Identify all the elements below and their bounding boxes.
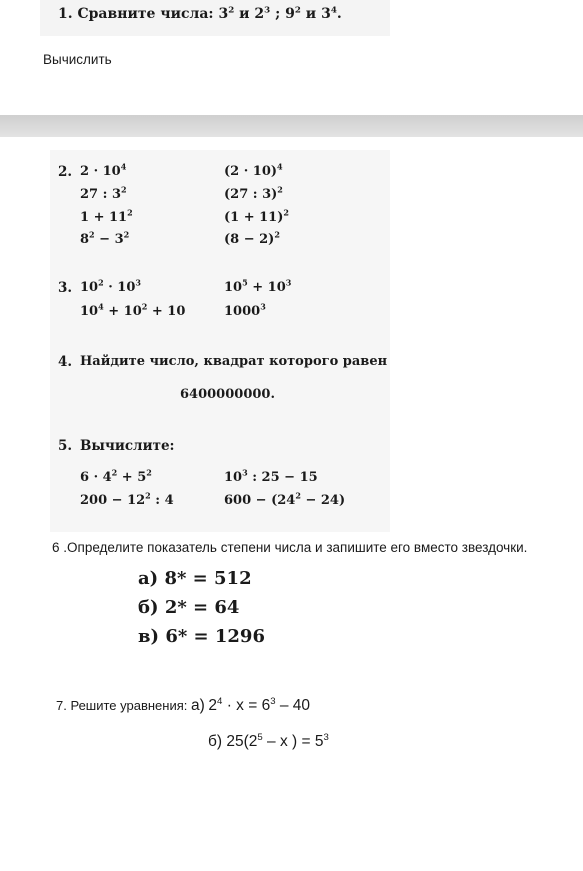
expr-base: 1000 [224, 304, 261, 319]
expr-b-exp: 3 [264, 5, 271, 16]
problem-1-text: Сравните числа: [77, 6, 214, 22]
expr-exp: 5 [257, 731, 263, 743]
task-7 [56, 697, 310, 715]
expr-mid: + 5 [117, 470, 147, 485]
expr-exp: 3 [242, 467, 248, 478]
task-6-item-c [138, 626, 265, 647]
expr-mid: · 10 [103, 280, 136, 295]
expr-base: 2 · 10 [80, 164, 121, 179]
separator: ; [275, 6, 281, 22]
expr-mid: – x ) = 5 [262, 733, 324, 750]
expr-base: 10 [80, 280, 99, 295]
expr-exp: 2 [98, 277, 104, 288]
expr-c: 9 [285, 6, 295, 22]
task-6-item-b [138, 597, 239, 618]
task-2-number: 2. [58, 164, 73, 180]
end-dot: . [336, 6, 342, 22]
task-7-text: Решите уравнения: [70, 698, 188, 713]
task-7-number: 7. [56, 698, 67, 713]
item-label: а) [138, 568, 159, 589]
task-4-number: 4. [58, 354, 73, 370]
item-eq: 2* = 64 [164, 597, 240, 618]
expr-base: (1 + 11) [224, 210, 284, 225]
expr-c-exp: 2 [294, 5, 301, 16]
task-7-a-eq [208, 697, 310, 714]
expr-tail: + 10 [147, 304, 186, 319]
expr-base: 10 [224, 280, 243, 295]
task-5-text: Вычислите: [80, 438, 175, 454]
expr-base: 25(2 [226, 733, 258, 750]
expr-exp: 4 [277, 161, 283, 172]
task-5-r2-right [224, 490, 346, 508]
expr-a: 3 [218, 6, 229, 22]
expr-mid: − 24) [300, 493, 346, 508]
task-2-left-1 [80, 161, 127, 179]
task-5-r1-right [224, 467, 318, 485]
item-label: б) [138, 597, 159, 618]
expr-exp: 2 [141, 301, 148, 312]
expr-exp: 2 [146, 467, 152, 478]
expr-d-exp: 4 [330, 5, 337, 16]
task-5-r1-left [80, 467, 152, 485]
section-divider [0, 115, 583, 137]
compute-label: Вычислить [43, 52, 112, 67]
task-7-b-label: б) [208, 733, 223, 750]
expr-base: 200 − 12 [80, 493, 146, 508]
task-3-row1-right [224, 277, 292, 295]
expr-exp: 4 [217, 695, 223, 707]
expr-mid: + 10 [247, 280, 286, 295]
expr-base: 10 [224, 470, 243, 485]
expr-base: (8 − 2) [224, 232, 275, 247]
task-4-value: 6400000000. [180, 387, 275, 402]
expr-exp: 3 [285, 277, 292, 288]
expr-exp: 2 [145, 490, 151, 501]
expr-mid: · x = 6 [222, 697, 271, 714]
task-2-right-3 [224, 207, 289, 225]
expr-exp: 2 [89, 229, 95, 240]
task-6-text: 6 .Определите показатель степени числа и запишите его вместо звездочки. [52, 540, 528, 555]
task-3-number: 3. [58, 280, 73, 296]
expr-base: 600 − (24 [224, 493, 296, 508]
task-6-item-a [138, 568, 252, 589]
expr-base: 6 · 4 [80, 470, 112, 485]
expr-exp: 2 [123, 229, 130, 240]
problem-1 [58, 6, 342, 22]
expr-base: (27 : 3) [224, 187, 278, 202]
expr-exp: 4 [120, 161, 127, 172]
expr-exp: 5 [242, 277, 248, 288]
task-4-text: Найдите число, квадрат которого равен [80, 354, 388, 369]
expr-base: (2 · 10) [224, 164, 278, 179]
problem-1-number: 1. [58, 6, 73, 22]
expr-base: 8 [80, 232, 90, 247]
expr-a-exp: 2 [228, 5, 235, 16]
expr-exp: 3 [135, 277, 141, 288]
expr-tail: – 40 [275, 697, 311, 714]
task-5-r2-left [80, 490, 174, 508]
item-eq: 6* = 1296 [165, 626, 265, 647]
task-2-right-1 [224, 161, 283, 179]
expr-exp: 3 [323, 731, 329, 743]
task-2-left-3 [80, 207, 133, 225]
task-3-row2-left [80, 301, 186, 319]
task-2-left-4 [80, 229, 130, 247]
expr-base: 27 : 3 [80, 187, 121, 202]
task-3-row2-right [224, 301, 266, 319]
expr-exp: 2 [283, 207, 289, 218]
task-7-b [208, 733, 329, 751]
expr-exp: 2 [111, 467, 118, 478]
task-2-right-2 [224, 184, 283, 202]
expr-b: 2 [254, 6, 265, 22]
and-1: и [239, 6, 250, 22]
expr-exp: 2 [274, 229, 280, 240]
expr-exp: 3 [260, 301, 266, 312]
expr-tail: − 3 [94, 232, 124, 247]
task-7-a-label: а) [191, 697, 205, 714]
expr-exp: 2 [295, 490, 301, 501]
expr-exp: 2 [277, 184, 283, 195]
expr-base: 1 + 11 [80, 210, 128, 225]
expr-mid: : 4 [150, 493, 174, 508]
task-2-right-4 [224, 229, 280, 247]
expr-d: 3 [321, 6, 331, 22]
item-label: в) [138, 626, 160, 647]
expr-exp: 4 [98, 301, 104, 312]
item-eq: 8* = 512 [164, 568, 252, 589]
task-2-left-2 [80, 184, 127, 202]
expr-exp: 2 [127, 207, 133, 218]
expr-base: 10 [80, 304, 99, 319]
task-5-number: 5. [58, 438, 73, 454]
expr-exp: 2 [121, 184, 127, 195]
expr-base: 2 [208, 697, 218, 714]
expr-mid: + 10 [103, 304, 142, 319]
expr-exp: 3 [270, 695, 276, 707]
and-2: и [305, 6, 317, 22]
task-3-row1-left [80, 277, 141, 295]
expr-mid: : 25 − 15 [247, 470, 318, 485]
